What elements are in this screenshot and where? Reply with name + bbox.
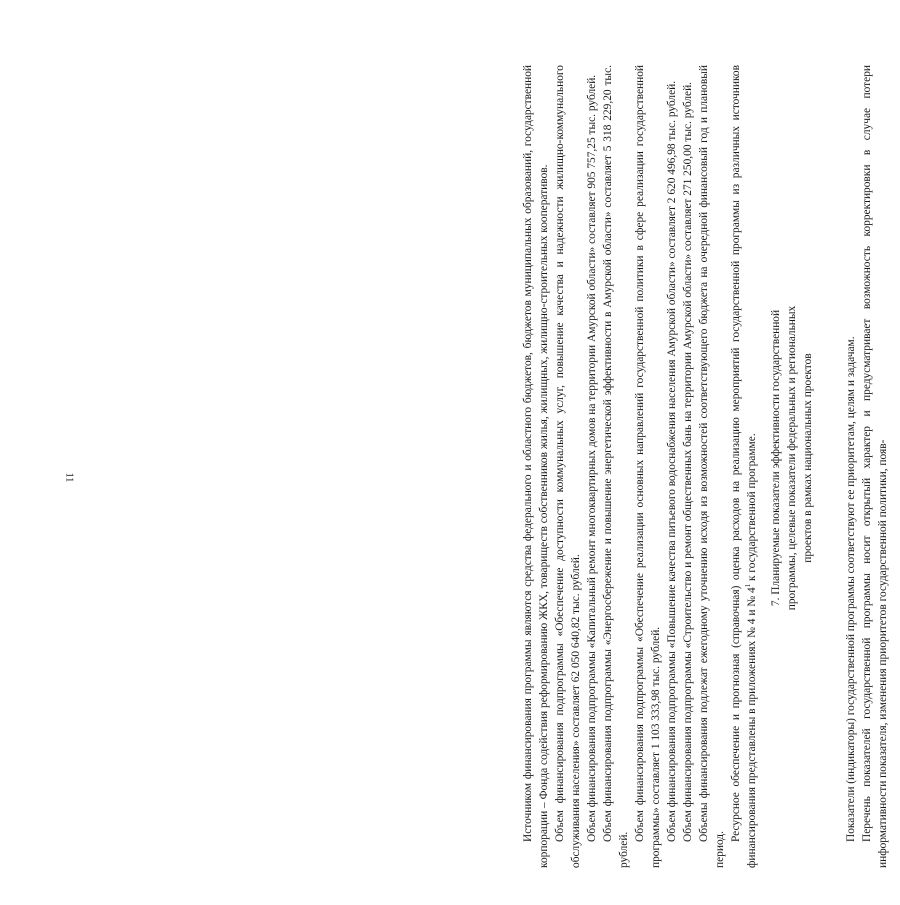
paragraph-indicators-list: Перечень показателей государственной программы носит открытый характер и предусматривает возможность корректировки в случае потери информативности показателя, изменения приоритетов государственной политики, появ-	[861, 65, 889, 868]
document-page-rotated	[520, 65, 900, 868]
paragraph-subprogram-energy-saving: Объем финансирования подпрограммы «Энергосбережение и повышение энергетической эффективности в Амурской области» составляет 5 318 229,20 тыс. рублей.	[602, 65, 630, 868]
page-number: 11	[63, 472, 75, 483]
heading-line: программы, целевые показатели федеральных и региональных	[786, 305, 798, 611]
paragraph-financing-sources: Источником финансирования программы являются средства федерального и областного бюджетов, бюджетов муниципальных образований, государственной корпорации – Фонда содействия реформированию ЖКХ, товариществ собственников жилья, жилищных, жилищно-строительных кооперативов.	[522, 65, 550, 868]
paragraph-resource-provision	[728, 65, 760, 868]
paragraph-annual-update: Объемы финансирования подлежат ежегодному уточнению исходя из возможностей соответствующего бюджета на очередной финансовый год и плановый период.	[698, 65, 726, 868]
paragraph-subprogram-utilities: Объем финансирования подпрограммы «Обеспечение доступности коммунальных услуг, повышение качества и надежности жилищно-коммунального обслуживания населения» составляет 62 050 640,82 тыс. рублей.	[554, 65, 582, 868]
paragraph-subprogram-water: Объем финансирования подпрограммы «Повышение качества питьевого водоснабжения населения Амурской области» составляет 2 620 496,98 тыс. рублей.	[666, 80, 678, 842]
paragraph-subprogram-baths: Объем финансирования подпрограммы «Строительство и ремонт общественных бань на территории Амурской области» составляет 271 250,00 тыс. рублей.	[682, 81, 694, 842]
paragraph-indicators: Показатели (индикаторы) государственной программы соответствуют ее приоритетам, целям и задачам.	[845, 336, 857, 842]
heading-line: проектов в рамках национальных проектов	[802, 353, 814, 563]
footnote-superscript: 1	[744, 583, 753, 588]
resource-text-end: к государственной программе.	[746, 433, 758, 584]
paragraph-subprogram-policy: Объем финансирования подпрограммы «Обеспечение реализации основных направлений государственной политики в сфере реализации государственной программы» составляет 1 103 333,98 тыс. рублей.	[634, 65, 662, 868]
heading-line: 7. Планируемые показатели эффективности государственной	[770, 309, 782, 607]
financing-section	[520, 65, 760, 868]
indicators-section	[843, 65, 891, 868]
section-heading	[768, 298, 816, 618]
paragraph-subprogram-capital-repair: Объем финансирования подпрограммы «Капитальный ремонт многоквартирных домов на территории Амурской области» составляет 905 757,25 тыс. рублей.	[586, 74, 598, 842]
resource-text-start: Ресурсное обеспечение и прогнозная (справочная) оценка расходов на реализацию мероприятий государственной программы из различных источников финансирования представлены в приложениях № 4 и № 4	[730, 65, 758, 868]
